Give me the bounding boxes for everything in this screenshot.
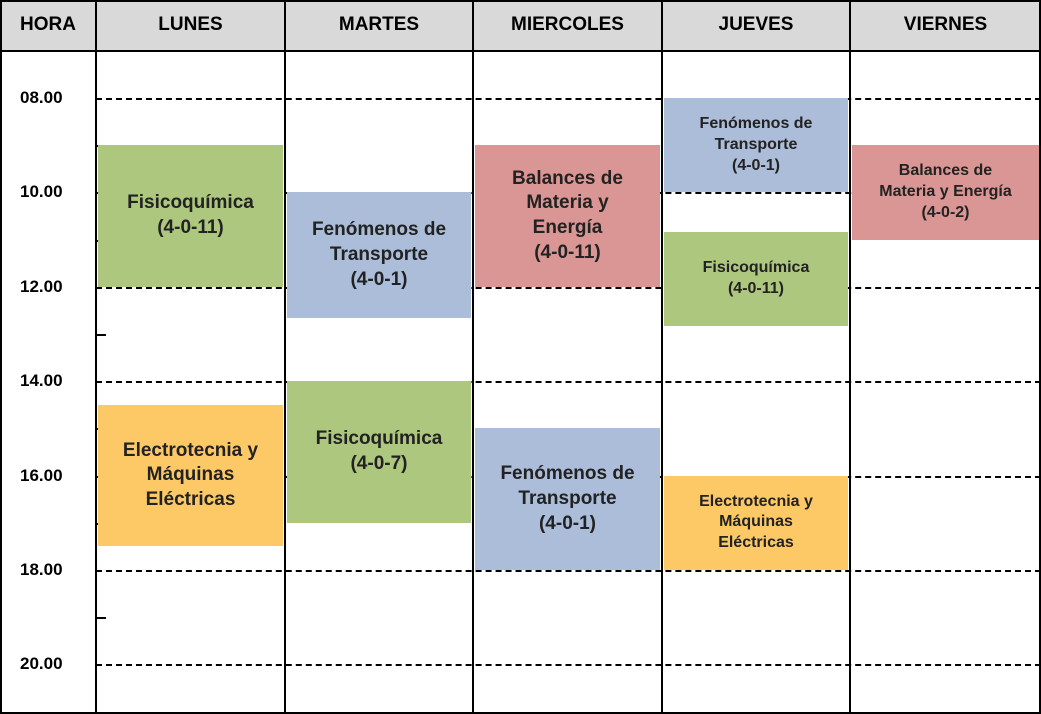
class-block: Electrotecnia y Máquinas Eléctricas [664,476,848,570]
hour-tick [96,334,106,336]
column-divider [95,0,97,714]
class-block: Balances de Materia y Energía (4-0-11) [475,145,660,287]
header-jueves: JUEVES [662,0,850,52]
class-block: Fenómenos de Transporte (4-0-1) [475,428,660,570]
column-divider [849,0,851,714]
time-label: 08.00 [20,88,63,107]
header-lunes: LUNES [96,0,285,52]
header-hora: HORA [0,0,96,52]
column-divider [284,0,286,714]
class-block: Fisicoquímica (4-0-11) [98,145,283,287]
class-block: Balances de Materia y Energía (4-0-2) [852,145,1039,239]
class-block: Electrotecnia y Máquinas Eléctricas [98,405,283,547]
header-martes: MARTES [285,0,473,52]
gridline-08-00 [96,98,1041,100]
time-label: 12.00 [20,276,63,296]
time-label: 16.00 [20,465,63,485]
header-miercoles: MIERCOLES [473,0,662,52]
hour-tick [96,617,106,619]
class-block: Fisicoquímica (4-0-11) [664,232,848,326]
class-block: Fenómenos de Transporte (4-0-1) [664,98,848,192]
header-viernes: VIERNES [850,0,1041,52]
gridline-12-00 [96,287,1041,289]
column-divider [472,0,474,714]
class-block: Fenómenos de Transporte (4-0-1) [287,192,471,318]
time-label: 14.00 [20,371,63,391]
gridline-14-00 [96,381,1041,383]
gridline-18-00 [96,570,1041,572]
column-divider [661,0,663,714]
class-block: Fisicoquímica (4-0-7) [287,381,471,523]
time-label: 18.00 [20,560,63,579]
time-label: 10.00 [20,182,63,202]
gridline-20-00 [96,664,1041,666]
time-label: 20.00 [20,654,63,674]
